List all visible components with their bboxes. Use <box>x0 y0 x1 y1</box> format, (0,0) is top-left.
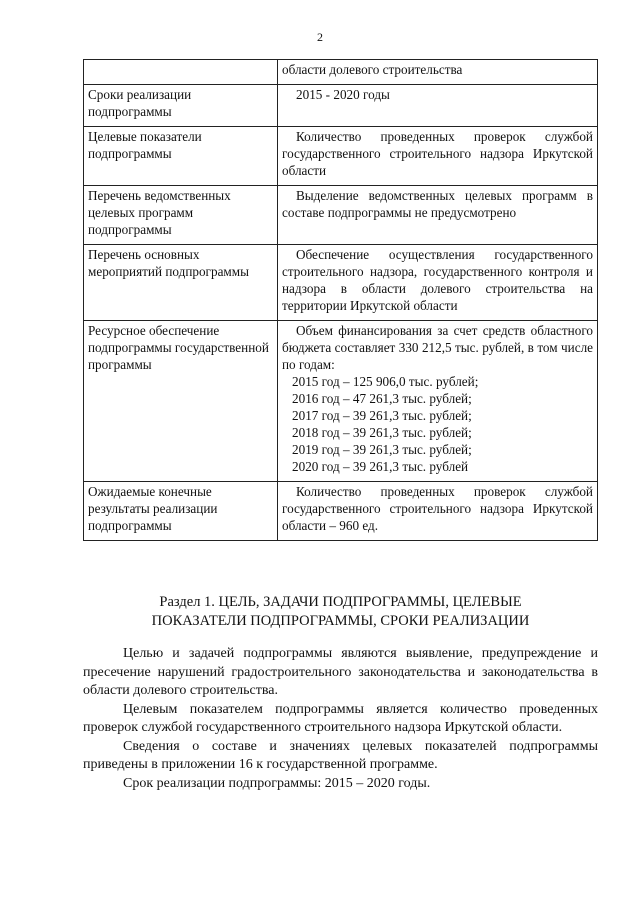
table-row <box>84 85 598 127</box>
row-value: области долевого строительства <box>278 60 598 85</box>
row-label: Целевые показатели подпрограммы <box>84 127 278 186</box>
funding-cell <box>278 321 598 482</box>
row-label <box>84 60 278 85</box>
section-heading <box>83 593 598 631</box>
funding-year-line: 2020 год – 39 261,3 тыс. рублей <box>292 459 469 474</box>
row-value: Обеспечение осуществления государственного строительного надзора, государственного контроля и надзора в области долевого строительства на территории Иркутской области <box>278 245 598 321</box>
row-label: Сроки реализации подпрограммы <box>84 85 278 127</box>
section-heading-line: Раздел 1. ЦЕЛЬ, ЗАДАЧИ ПОДПРОГРАММЫ, ЦЕЛЕВЫЕ <box>159 594 522 610</box>
section-heading-line: ПОКАЗАТЕЛИ ПОДПРОГРАММЫ, СРОКИ РЕАЛИЗАЦИИ <box>151 613 530 629</box>
funding-year-line: 2016 год – 47 261,3 тыс. рублей; <box>292 391 472 406</box>
funding-summary: Объем финансирования за счет средств областного бюджета составляет 330 212,5 тыс. рублей, в том числе по годам: <box>282 323 593 372</box>
row-value: Количество проведенных проверок службой государственного строительного надзора Иркутской области – 960 ед. <box>278 482 598 541</box>
paragraph: Срок реализации подпрограммы: 2015 – 2020 годы. <box>123 775 431 791</box>
funding-year-line: 2018 год – 39 261,3 тыс. рублей; <box>292 425 472 440</box>
row-label: Перечень ведомственных целевых программ подпрограммы <box>84 186 278 245</box>
table-row <box>84 482 598 541</box>
table-row <box>84 245 598 321</box>
section-body <box>83 645 598 793</box>
funding-year-line: 2015 год – 125 906,0 тыс. рублей; <box>292 374 479 389</box>
row-value: Количество проведенных проверок службой государственного строительного надзора Иркутской области <box>278 127 598 186</box>
table-row <box>84 60 598 85</box>
row-value: Выделение ведомственных целевых программ в составе подпрограммы не предусмотрено <box>278 186 598 245</box>
row-label: Ресурсное обеспечение подпрограммы государственной программы <box>84 321 278 482</box>
row-label: Перечень основных мероприятий подпрограммы <box>84 245 278 321</box>
table-row <box>84 186 598 245</box>
funding-year-line: 2019 год – 39 261,3 тыс. рублей; <box>292 442 472 457</box>
table-row <box>84 127 598 186</box>
paragraph: Целью и задачей подпрограммы являются выявление, предупреждение и пресечение нарушений градостроительного законодательства и законодательства в области долевого строительства. <box>83 646 598 698</box>
paragraph: Сведения о составе и значениях целевых показателей подпрограммы приведены в приложении 16 к государственной программе. <box>83 738 598 772</box>
funding-year-line: 2017 год – 39 261,3 тыс. рублей; <box>292 408 472 423</box>
row-value: 2015 - 2020 годы <box>278 85 598 127</box>
page-number: 2 <box>317 30 323 44</box>
paragraph: Целевым показателем подпрограммы является количество проведенных проверок службой государственного строительного надзора Иркутской области. <box>83 701 598 735</box>
row-label: Ожидаемые конечные результаты реализации подпрограммы <box>84 482 278 541</box>
table-row <box>84 321 598 482</box>
subprogram-passport-table <box>83 59 598 541</box>
